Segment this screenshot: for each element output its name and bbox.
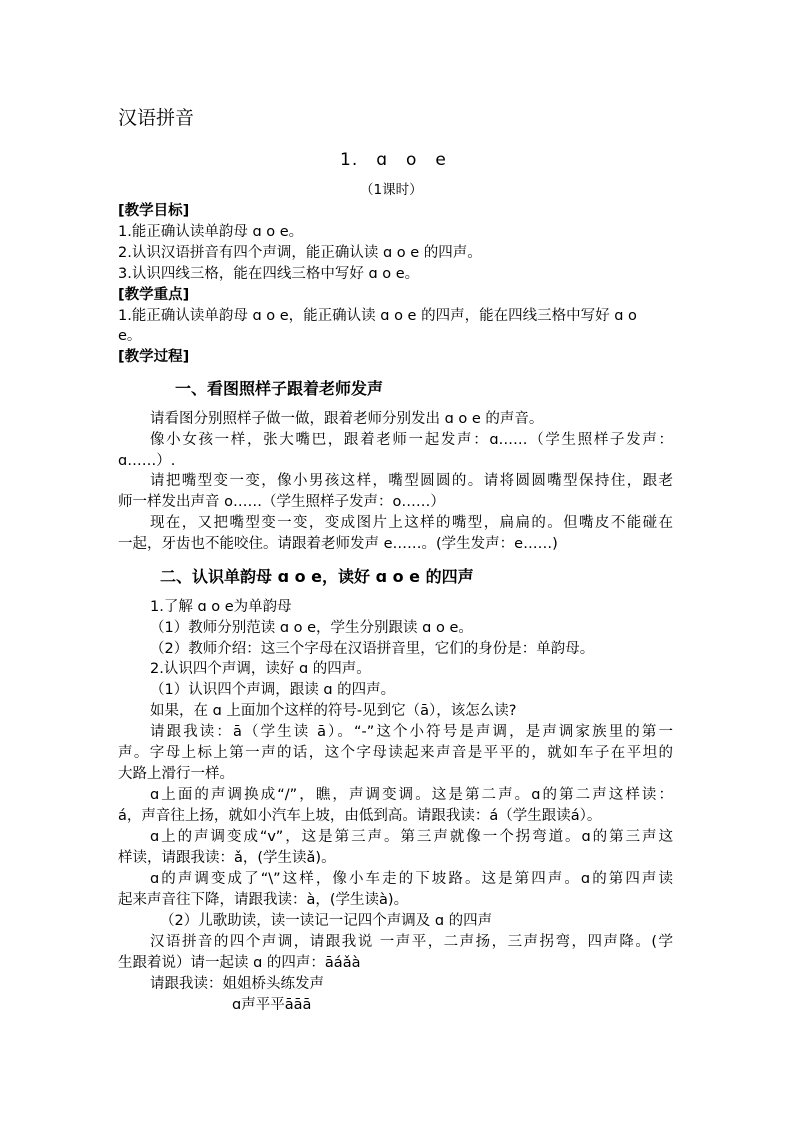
paragraph-line: （1）认识四个声调，跟读 ɑ 的四声。	[150, 682, 396, 698]
paragraph-line: ɑ的声调变成了“\”这样，像小车走的下坡路。这是第四声。ɑ的第四声读	[150, 871, 673, 887]
paragraph-line: ɑ上面的声调换成“/”，瞧，声调变调。这是第二声。ɑ的第二声这样读：	[150, 787, 673, 803]
paragraph-line: 起来声音往下降，请跟我读：à，(学生读à)。	[118, 892, 409, 908]
paragraph-line: 请看图分别照样子做一做，跟着老师分别发出 ɑ o e 的声音。	[150, 411, 544, 427]
section-2-title: 二、认识单韵母 ɑ o e，读好 ɑ o e 的四声	[160, 567, 474, 586]
paragraph-line: 声。字母上标上第一声的话，这个字母读起来声音是平平的，就如车子在平坦的	[118, 745, 673, 761]
paragraph-line: 现在，又把嘴型变一变，变成图片上这样的嘴型，扁扁的。但嘴皮不能碰在	[150, 515, 673, 531]
paragraph-line: ɑ上的声调变成“v”，这是第三声。第三声就像一个拐弯道。ɑ的第三声这	[150, 829, 673, 845]
document-title: 汉语拼音	[118, 107, 195, 129]
section-1-title: 一、看图照样子跟着老师发声	[175, 379, 384, 398]
paragraph-line: （2）儿歌助读，读一读记一记四个声调及 ɑ 的四声	[160, 913, 493, 929]
key-point-item: 1.能正确认读单韵母 ɑ o e，能正确认读 ɑ o e 的四声，能在四线三格中写好 ɑ o	[118, 308, 637, 324]
objective-item: 3.认识四线三格，能在四线三格中写好 ɑ o e。	[118, 266, 420, 282]
paragraph-line: 如果，在 ɑ 上面加个这样的符号-见到它（ā），该怎么读?	[150, 703, 517, 719]
process-heading: [教学过程]	[118, 349, 190, 365]
paragraph-line: á，声音往上扬，就如小汽车上坡，由低到高。请跟我读：á（学生跟读á）。	[118, 808, 602, 824]
paragraph-line: 汉语拼音的四个声调，请跟我说 一声平，二声扬，三声拐弯，四声降。(学	[150, 934, 673, 950]
key-point-item-cont: e。	[118, 328, 142, 344]
objective-item: 1.能正确认读单韵母 ɑ o e。	[118, 224, 304, 240]
paragraph-line: 请跟我读：姐姐桥头练发声	[150, 976, 324, 992]
paragraph-line: （2）教师介绍：这三个字母在汉语拼音里，它们的身份是：单韵母。	[150, 641, 595, 657]
paragraph-line: 请把嘴型变一变，像小男孩这样，嘴型圆圆的。请将圆圆嘴型保持住，跟老	[150, 473, 673, 489]
lesson-duration: （1课时）	[360, 182, 423, 198]
paragraph-line: ɑ……）.	[118, 453, 176, 469]
paragraph-line: 1.了解 ɑ o e为单韵母	[150, 599, 292, 615]
paragraph-line: 请跟我读：ā（学生读 ā）。“-”这个小符号是声调，是声调家族里的第一	[150, 724, 673, 740]
paragraph-line: ɑ声平平āāā	[232, 997, 312, 1013]
objective-item: 2.认识汉语拼音有四个声调，能正确认读 ɑ o e 的四声。	[118, 245, 482, 261]
lesson-title: 1. ɑ o e	[340, 150, 447, 170]
paragraph-line: （1）教师分别范读 ɑ o e，学生分别跟读 ɑ o e。	[150, 620, 473, 636]
paragraph-line: 一起，牙齿也不能咬住。请跟着老师发声 e……。(学生发声：e……)	[118, 536, 558, 552]
paragraph-line: 样读，请跟我读：ǎ，(学生读ǎ)。	[118, 850, 336, 866]
paragraph-line: 2.认识四个声调，读好 ɑ 的四声。	[150, 661, 371, 677]
objectives-heading: [教学目标]	[118, 203, 190, 219]
paragraph-line: 大路上滑行一样。	[118, 766, 234, 782]
paragraph-line: 像小女孩一样，张大嘴巴，跟着老师一起发声：ɑ……（学生照样子发声：	[150, 432, 673, 448]
paragraph-line: 生跟着说）请一起读 ɑ 的四声：āáǎà	[118, 955, 361, 971]
paragraph-line: 师一样发出声音 o……（学生照样子发声：o……）	[118, 494, 445, 510]
key-points-heading: [教学重点]	[118, 287, 190, 303]
